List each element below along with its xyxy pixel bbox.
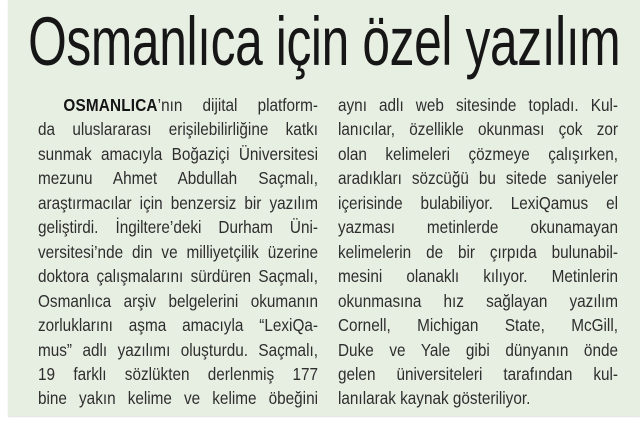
paragraph-line: Duke ve Yale gibi dünyanın önde [338, 339, 618, 360]
paragraph-line: zorluklarını aşma amacıyla “LexiQa- [38, 315, 318, 336]
paragraph-line: Osmanlıca arşiv belgelerini okumanın [38, 290, 318, 311]
paragraph-line: aradıkları sözcüğü bu sitede saniyeler [338, 168, 618, 189]
paragraph-line: kelimelerin de bir çırpıda bulunabil- [338, 241, 618, 262]
paragraph-line: da uluslararası erişilebilirliğine katkı [38, 119, 318, 140]
paragraph-line: yazması metinlerde okunamayan [338, 217, 618, 238]
paragraph-line: sunmak amacıyla Boğaziçi Üniversitesi [38, 143, 318, 164]
paragraph-line: okunmasına hız sağlayan yazılım [338, 290, 618, 311]
paragraph-line: versitesi’nde din ve milliyetçilik üzerine [38, 241, 318, 262]
paragraph-line: aynı adlı web sitesinde topladı. Kul- [338, 95, 618, 115]
paragraph-line: mus” adlı yazılımı oluşturdu. Saçmalı, [38, 339, 318, 360]
article-background [8, 0, 640, 416]
paragraph-line: bine yakın kelime ve kelime öbeğini [38, 388, 318, 409]
paragraph-line: lanıcılar, özellikle okunması çok zor [338, 119, 618, 140]
paragraph-line: mesini olanaklı kılıyor. Metinlerin [338, 266, 618, 287]
article-headline: Osmanlıca için özel yazılım [27, 3, 621, 80]
lead-word: OSMANLICA [63, 95, 158, 115]
paragraph-line: geliştirdi. İngiltere’deki Durham Üni- [38, 217, 318, 238]
paragraph-line: lanılarak kaynak gösteriliyor. [338, 388, 531, 409]
paragraph-line: olan kelimeleri çözmeye çalışırken, [338, 143, 618, 164]
article-column-right [338, 93, 618, 411]
paragraph-line: Cornell, Michigan State, McGill, [338, 315, 618, 336]
left-column-lines [38, 117, 318, 410]
first-line-rest: ’nın dijital platform- [157, 95, 318, 115]
paragraph-line: mezunu Ahmet Abdullah Saçmalı, [38, 168, 318, 189]
paragraph-line: araştırmacılar için benzersiz bir yazılım [38, 192, 318, 213]
paragraph-line: içerisinde bulabiliyor. LexiQamus el [338, 192, 618, 213]
right-column-lines [338, 93, 618, 411]
headline-row [8, 0, 640, 84]
paragraph-line: gelen üniversiteleri tarafından kul- [338, 363, 618, 384]
article-column-left [38, 93, 318, 411]
paragraph-line: 19 farklı sözlükten derlenmiş 177 [38, 363, 318, 384]
paragraph-first-line [38, 93, 318, 117]
paragraph-line: doktora çalışmalarını sürdüren Saçmalı, [38, 266, 318, 287]
